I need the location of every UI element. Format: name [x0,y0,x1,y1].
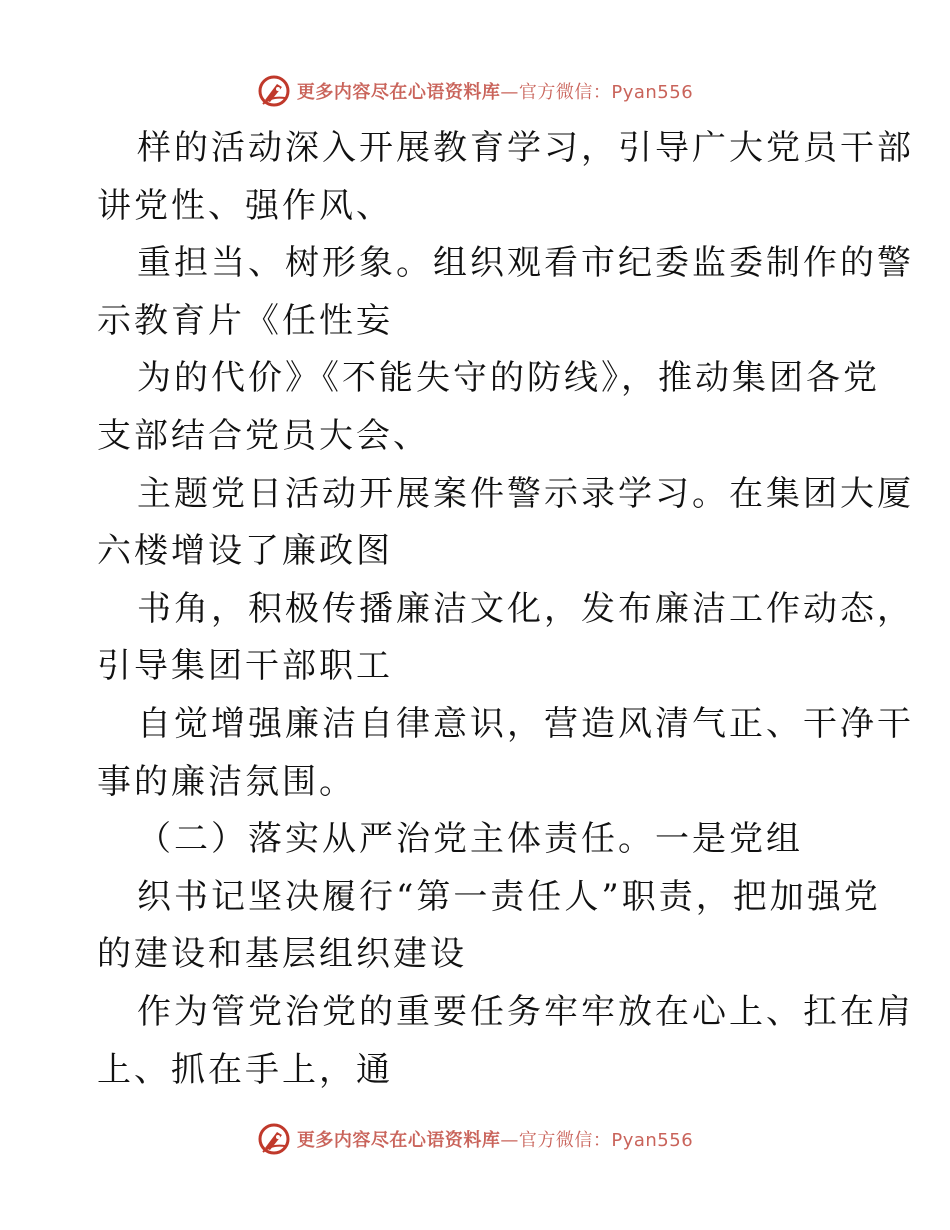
pen-nib-logo-icon [257,1122,291,1156]
text-line: 样的活动深入开展教育学习，引导广大党员干部 [137,128,914,168]
text-line: 为的代价》《不能失守的防线》，推动集团各党 [137,358,880,399]
footer-watermark [0,1119,950,1159]
text-line: 自觉增强廉洁自律意识，营造风清气正、干净干 [137,703,914,744]
text-line: 讲党性、强作风、 [97,185,393,226]
watermark-wechat-id: Pyan556 [611,82,694,103]
watermark-label: 官方微信： [518,82,612,103]
text-line: 支部结合党员大会、 [97,415,430,456]
watermark-dash: — [500,82,519,103]
text-line: 的建设和基层组织建设 [97,934,467,975]
text-line: 织书记坚决履行“第一责任人”职责，把加强党 [137,876,881,917]
watermark-dash: — [500,1130,519,1151]
watermark-wechat-id: Pyan556 [611,1130,694,1151]
header-watermark [0,71,950,111]
pen-nib-logo-icon [257,74,291,108]
text-line: 主题党日活动开展案件警示录学习。在集团大厦 [137,473,914,514]
text-line: 书角，积极传播廉洁文化，发布廉洁工作动态， [137,588,914,629]
document-body [97,120,914,1099]
text-line: 事的廉洁氛围。 [97,761,356,802]
text-line: 六楼增设了廉政图 [97,531,393,572]
text-line: 上、抓在手上，通 [97,1049,393,1090]
text-line: 作为管党治党的重要任务牢牢放在心上、扛在肩 [137,991,914,1032]
watermark-text [297,1126,693,1152]
text-line: 引导集团干部职工 [97,646,393,687]
text-line: 示教育片《任性妄 [97,300,393,341]
text-line: 重担当、树形象。组织观看市纪委监委制作的警 [137,243,914,284]
watermark-text [297,78,693,104]
watermark-brand: 更多内容尽在心语资料库 [296,1130,501,1151]
watermark-label: 官方微信： [518,1130,612,1151]
text-line: （二）落实从严治党主体责任。一是党组 [137,819,803,860]
watermark-brand: 更多内容尽在心语资料库 [296,82,501,103]
